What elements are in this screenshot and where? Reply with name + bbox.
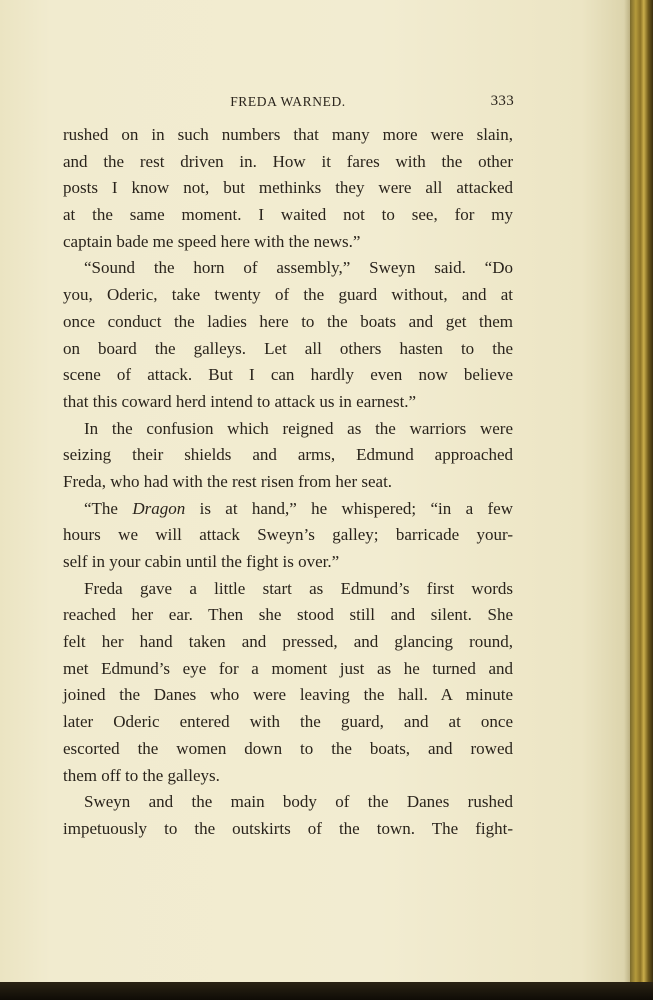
text-line: reached her ear. Then she stood still and silent. She: [63, 605, 513, 625]
text-line: [63, 496, 513, 523]
text-line: met Edmund’s eye for a moment just as he turned and: [63, 658, 513, 678]
text-line: them off to the galleys.: [63, 765, 220, 785]
text-line: In the confusion which reigned as the warriors were: [84, 418, 513, 438]
text-line: later Oderic entered with the guard, and at once: [63, 712, 513, 732]
text-line: Freda gave a little start as Edmund’s first words: [84, 578, 513, 598]
scan-bottom-border: [0, 982, 653, 1000]
text-line: captain bade me speed here with the news.”: [63, 231, 361, 251]
text-fragment: “The: [84, 498, 118, 518]
text-line: felt her hand taken and pressed, and glancing round,: [63, 632, 513, 652]
text-line: hours we will attack Sweyn’s galley; barricade your-: [63, 525, 513, 545]
text-line: escorted the women down to the boats, and rowed: [63, 738, 513, 758]
text-fragment: is at hand,” he whispered; “in a few: [199, 498, 513, 518]
running-title: FREDA WARNED.: [230, 94, 346, 109]
text-line: impetuously to the outskirts of the town. The fight-: [63, 818, 513, 838]
text-line: at the same moment. I waited not to see, for my: [63, 205, 513, 225]
text-line: Sweyn and the main body of the Danes rushed: [84, 792, 513, 812]
book-spine-edge: [630, 0, 653, 982]
text-line: once conduct the ladies here to the boats and get them: [63, 311, 513, 331]
page-number: 333: [490, 93, 514, 109]
text-line: posts I know not, but methinks they were all attacked: [63, 178, 513, 198]
text-line: and the rest driven in. How it fares with the other: [63, 151, 513, 171]
ship-name: Dragon: [132, 498, 186, 518]
text-line: seizing their shields and arms, Edmund approached: [63, 445, 513, 465]
text-line: scene of attack. But I can hardly even now believe: [63, 365, 513, 385]
text-line: on board the galleys. Let all others hasten to the: [63, 338, 513, 358]
text-line: you, Oderic, take twenty of the guard without, and at: [63, 285, 513, 305]
text-line: “Sound the horn of assembly,” Sweyn said. “Do: [84, 258, 513, 278]
text-line: self in your cabin until the fight is over.”: [63, 552, 340, 571]
text-line: Freda, who had with the rest risen from her seat.: [63, 471, 393, 491]
body-text: [63, 122, 513, 843]
text-line: rushed on in such numbers that many more were slain,: [63, 125, 513, 144]
running-head: [62, 94, 514, 112]
text-line: that this coward herd intend to attack us in earnest.”: [63, 391, 417, 411]
text-line: joined the Danes who were leaving the hall. A minute: [63, 685, 513, 705]
